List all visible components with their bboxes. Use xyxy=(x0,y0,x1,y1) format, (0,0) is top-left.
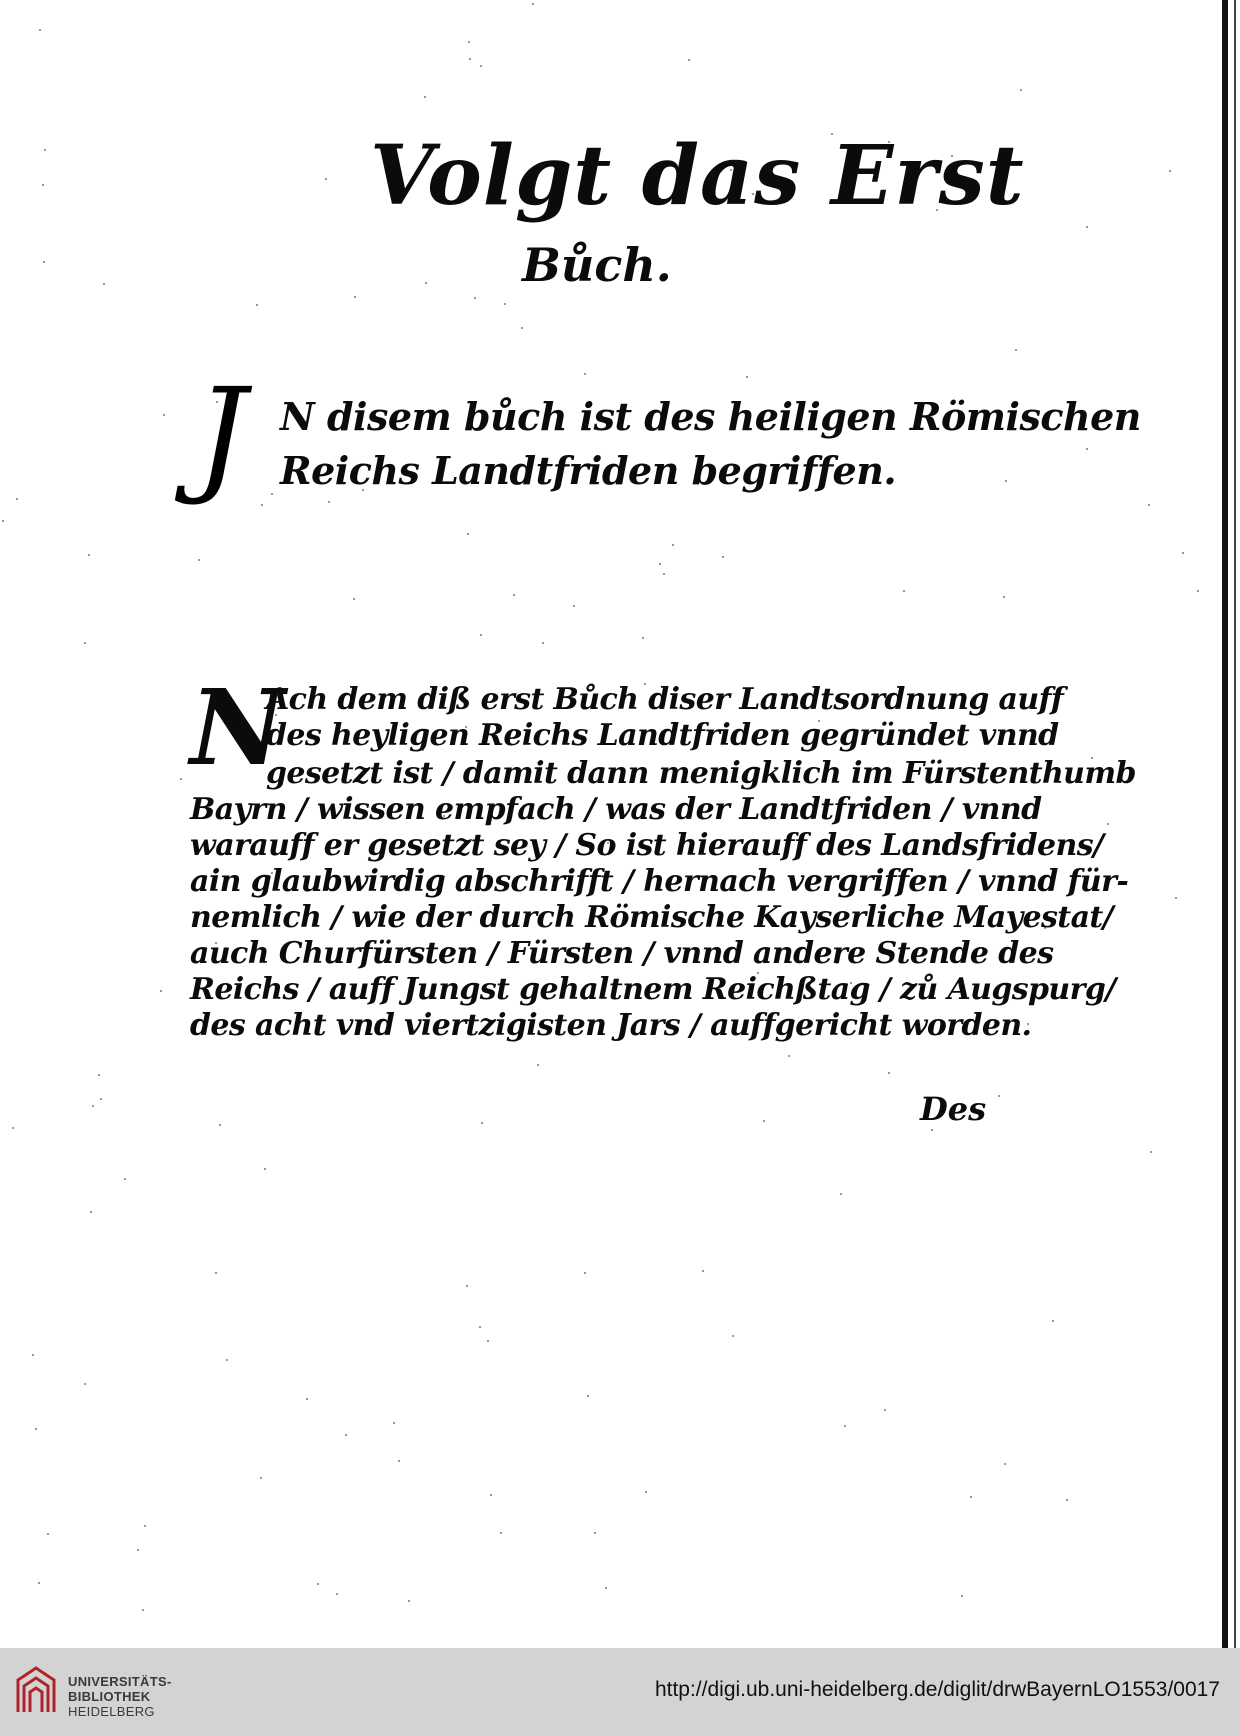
paper-speck xyxy=(424,96,426,98)
body-text-line: des acht vnd viertzigisten Jars / auffgericht worden. xyxy=(190,1008,1032,1043)
paper-speck xyxy=(219,1124,221,1126)
paper-speck xyxy=(532,3,534,5)
paper-speck xyxy=(584,1272,586,1274)
paper-speck xyxy=(840,1193,842,1195)
paper-speck xyxy=(884,1409,886,1411)
library-footer xyxy=(0,1648,1240,1736)
paper-speck xyxy=(605,1587,607,1589)
paper-speck xyxy=(663,573,665,575)
paper-speck xyxy=(659,563,661,565)
paper-speck xyxy=(888,1072,890,1074)
paper-speck xyxy=(256,304,258,306)
paper-speck xyxy=(142,1609,144,1611)
paper-speck xyxy=(35,1428,37,1430)
paper-speck xyxy=(1015,349,1017,351)
paper-speck xyxy=(702,1270,704,1272)
university-library-logo-icon xyxy=(14,1660,58,1720)
body-text-line: ain glaubwirdig abschrifft / hernach vergriffen / vnnd für- xyxy=(190,864,1129,899)
paper-speck xyxy=(480,65,482,67)
paper-speck xyxy=(645,1491,647,1493)
paper-speck xyxy=(931,1129,933,1131)
intro-line: Reichs Landtfriden begriffen. xyxy=(280,448,897,493)
paper-speck xyxy=(788,1055,790,1057)
paper-speck xyxy=(513,594,515,596)
paper-speck xyxy=(354,296,356,298)
paper-speck xyxy=(32,1354,34,1356)
paper-speck xyxy=(260,1477,262,1479)
paper-speck xyxy=(271,493,273,495)
paper-speck xyxy=(1150,1151,1152,1153)
paper-speck xyxy=(746,376,748,378)
body-text-line: nemlich / wie der durch Römische Kayserliche Mayestat/ xyxy=(190,900,1114,935)
paper-speck xyxy=(466,1285,468,1287)
paper-speck xyxy=(43,261,45,263)
body-text-line: Bayrn / wissen empfach / was der Landtfriden / vnnd xyxy=(190,792,1042,827)
paper-speck xyxy=(408,1600,410,1602)
paper-speck xyxy=(970,1496,972,1498)
paper-speck xyxy=(180,778,182,780)
paper-speck xyxy=(500,1532,502,1534)
paper-speck xyxy=(98,1074,100,1076)
body-text-line: des heyligen Reichs Landtfriden gegründet vnnd xyxy=(266,718,1059,753)
paper-speck xyxy=(469,58,471,60)
paper-speck xyxy=(1086,226,1088,228)
paper-speck xyxy=(467,533,469,535)
paper-speck xyxy=(1052,1320,1054,1322)
page-edge-shadow xyxy=(1222,0,1228,1648)
paper-speck xyxy=(521,327,523,329)
body-text-line: Ach dem diß erst Bůch diser Landtsordnung auff xyxy=(266,682,1064,717)
paper-speck xyxy=(584,373,586,375)
paper-speck xyxy=(844,1425,846,1427)
paper-speck xyxy=(487,1340,489,1342)
paper-speck xyxy=(42,184,44,186)
paper-speck xyxy=(198,559,200,561)
permalink-url[interactable]: http://digi.ub.uni-heidelberg.de/diglit/drwBayernLO1553/0017 xyxy=(654,1678,1220,1701)
paper-speck xyxy=(336,1593,338,1595)
paper-speck xyxy=(12,1127,14,1129)
chapter-subheading: Bůch. xyxy=(522,238,672,292)
intro-initial-letter: J xyxy=(196,361,247,508)
page-edge-line xyxy=(1234,0,1236,1648)
paper-speck xyxy=(425,282,427,284)
paper-speck xyxy=(1066,1499,1068,1501)
paper-speck xyxy=(317,1583,319,1585)
paper-speck xyxy=(393,1422,395,1424)
paper-speck xyxy=(84,1383,86,1385)
paper-speck xyxy=(468,41,470,43)
chapter-heading: Volgt das Erst xyxy=(370,128,1025,224)
body-text-line: Reichs / auff Jungst gehaltnem Reichßtag / zů Augspurg/ xyxy=(190,972,1116,1007)
logo-text-line: HEIDELBERG xyxy=(68,1704,155,1719)
paper-speck xyxy=(1148,504,1150,506)
paper-speck xyxy=(2,520,4,522)
paper-speck xyxy=(160,990,162,992)
paper-speck xyxy=(722,556,724,558)
paper-speck xyxy=(537,1064,539,1066)
paper-speck xyxy=(16,498,18,500)
paper-speck xyxy=(1182,552,1184,554)
paper-speck xyxy=(1004,1463,1006,1465)
paper-speck xyxy=(261,504,263,506)
paper-speck xyxy=(998,1095,1000,1097)
paper-speck xyxy=(1197,590,1199,592)
paper-speck xyxy=(1005,480,1007,482)
body-initial-letter: N xyxy=(190,666,286,789)
paper-speck xyxy=(325,178,327,180)
intro-line: N disem bůch ist des heiligen Römischen xyxy=(280,394,1141,439)
paper-speck xyxy=(90,1211,92,1213)
paper-speck xyxy=(1169,170,1171,172)
paper-speck xyxy=(88,554,90,556)
paper-speck xyxy=(672,544,674,546)
paper-speck xyxy=(47,1533,49,1535)
paper-speck xyxy=(479,1326,481,1328)
paper-speck xyxy=(642,637,644,639)
paper-speck xyxy=(481,1122,483,1124)
paper-speck xyxy=(100,1098,102,1100)
paper-speck xyxy=(353,598,355,600)
logo-text-line: UNIVERSITÄTS- xyxy=(68,1674,172,1689)
paper-speck xyxy=(328,501,330,503)
paper-speck xyxy=(44,149,46,151)
paper-speck xyxy=(163,414,165,416)
paper-speck xyxy=(504,303,506,305)
paper-speck xyxy=(732,1335,734,1337)
paper-speck xyxy=(137,1549,139,1551)
paper-speck xyxy=(39,29,41,31)
paper-speck xyxy=(573,605,575,607)
paper-speck xyxy=(594,1532,596,1534)
paper-speck xyxy=(264,1168,266,1170)
paper-speck xyxy=(103,283,105,285)
catchword: Des xyxy=(920,1090,987,1128)
paper-speck xyxy=(215,1272,217,1274)
paper-speck xyxy=(480,634,482,636)
paper-speck xyxy=(306,1398,308,1400)
paper-speck xyxy=(903,590,905,592)
paper-speck xyxy=(1003,596,1005,598)
paper-speck xyxy=(474,297,476,299)
paper-speck xyxy=(144,1525,146,1527)
paper-speck xyxy=(1020,89,1022,91)
paper-speck xyxy=(345,1434,347,1436)
paper-speck xyxy=(763,1120,765,1122)
paper-speck xyxy=(84,642,86,644)
paper-speck xyxy=(38,1582,40,1584)
paper-speck xyxy=(92,1105,94,1107)
paper-speck xyxy=(587,1395,589,1397)
body-text-line: warauff er gesetzt sey / So ist hierauff des Landsfridens/ xyxy=(190,828,1104,863)
body-text-line: auch Churfürsten / Fürsten / vnnd andere Stende des xyxy=(190,936,1054,971)
paper-speck xyxy=(490,1494,492,1496)
paper-speck xyxy=(226,1359,228,1361)
body-text-line: gesetzt ist / damit dann menigklich im Fürstenthumb xyxy=(266,756,1136,791)
paper-speck xyxy=(124,1178,126,1180)
paper-speck xyxy=(961,1595,963,1597)
paper-speck xyxy=(1175,897,1177,899)
paper-speck xyxy=(1086,448,1088,450)
paper-speck xyxy=(542,642,544,644)
paper-speck xyxy=(398,1460,400,1462)
logo-text-line: BIBLIOTHEK xyxy=(68,1689,151,1704)
paper-speck xyxy=(688,59,690,61)
paper-speck xyxy=(1107,823,1109,825)
